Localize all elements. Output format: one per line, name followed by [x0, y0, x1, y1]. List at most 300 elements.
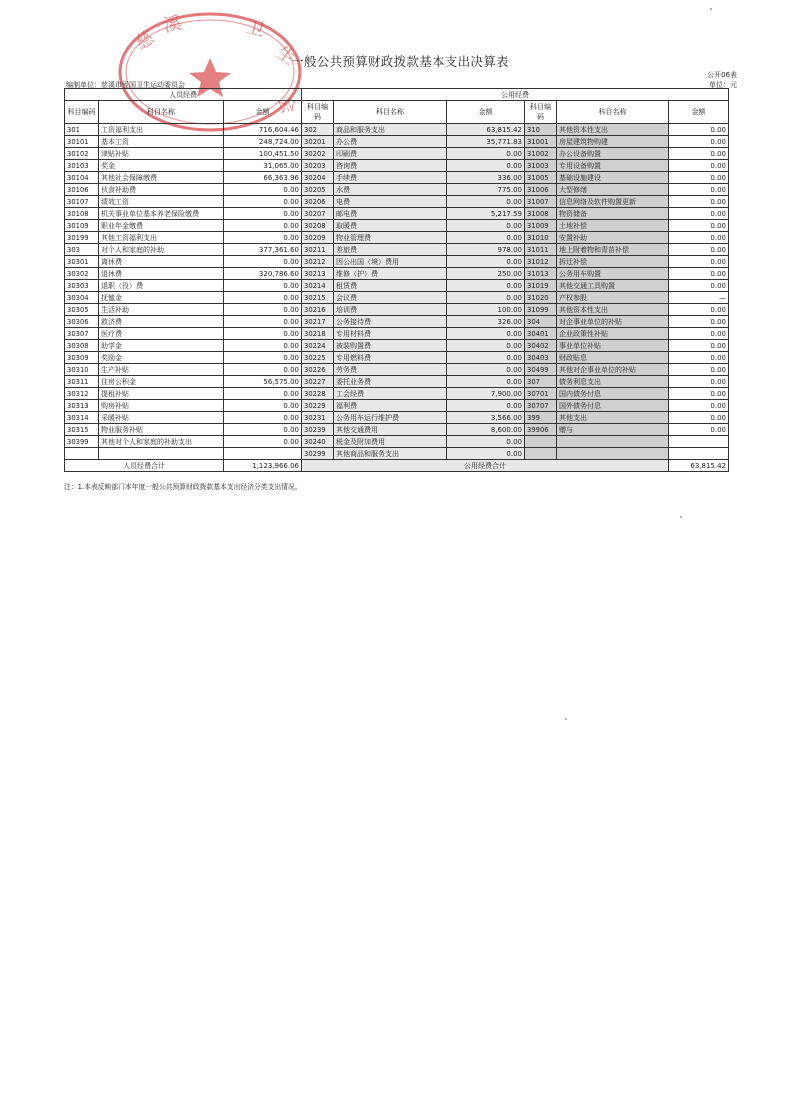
cell-code: 31001 — [525, 136, 557, 148]
cell-code: 30203 — [302, 160, 334, 172]
cell-amount: 0.00 — [224, 412, 302, 424]
cell-name: 抚恤金 — [99, 292, 224, 304]
cell-name: 差旅费 — [334, 244, 447, 256]
cell-code: 30402 — [525, 340, 557, 352]
table-row — [65, 232, 729, 244]
cell-amount: 0.00 — [447, 436, 525, 448]
cell-amount: 0.00 — [669, 340, 729, 352]
cell-amount: 0.00 — [669, 412, 729, 424]
cell-amount: 0.00 — [447, 148, 525, 160]
table-row — [65, 292, 729, 304]
cell-code: 30218 — [302, 328, 334, 340]
cell-name: 其他对个人和家庭的补助支出 — [99, 436, 224, 448]
table-row — [65, 280, 729, 292]
cell-amount: 0.00 — [447, 280, 525, 292]
cell-code: 30103 — [65, 160, 99, 172]
cell-name: 物资储备 — [557, 208, 669, 220]
cell-amount: 0.00 — [224, 424, 302, 436]
cell-code: 31011 — [525, 244, 557, 256]
cell-amount: 0.00 — [224, 328, 302, 340]
cell-code: 30217 — [302, 316, 334, 328]
cell-code: 30310 — [65, 364, 99, 376]
cell-amount: 377,361.60 — [224, 244, 302, 256]
cell-code: 31007 — [525, 196, 557, 208]
cell-amount: 0.00 — [224, 316, 302, 328]
cell-name: 公务接待费 — [334, 316, 447, 328]
cell-code: 30215 — [302, 292, 334, 304]
cell-code — [525, 436, 557, 448]
expenditure-table — [64, 88, 729, 472]
cell-name: 物业管理费 — [334, 232, 447, 244]
cell-amount: 0.00 — [669, 136, 729, 148]
cell-amount: 0.00 — [447, 160, 525, 172]
cell-code: 31099 — [525, 304, 557, 316]
cell-name: 伙食补助费 — [99, 184, 224, 196]
cell-name: 基础设施建设 — [557, 172, 669, 184]
cell-code: 30201 — [302, 136, 334, 148]
cell-amount — [669, 448, 729, 460]
table-row — [65, 244, 729, 256]
svg-text:生: 生 — [272, 41, 299, 70]
table-note: 注：1.本表反映部门本年度一般公共预算财政拨款基本支出经济分类支出情况。 — [64, 483, 302, 491]
cell-code: 30303 — [65, 280, 99, 292]
cell-amount: 0.00 — [447, 220, 525, 232]
cell-code: 31005 — [525, 172, 557, 184]
cell-code: 30231 — [302, 412, 334, 424]
cell-name: 租赁费 — [334, 280, 447, 292]
table-row — [65, 352, 729, 364]
cell-amount: 66,363.96 — [224, 172, 302, 184]
cell-name: 其他交通费用 — [334, 424, 447, 436]
cell-amount: 3,566.00 — [447, 412, 525, 424]
col-header-name: 科目名称 — [99, 101, 224, 124]
cell-name: 其他资本性支出 — [557, 304, 669, 316]
cell-name: 取暖费 — [334, 220, 447, 232]
cell-code: 30229 — [302, 400, 334, 412]
cell-name: 基本工资 — [99, 136, 224, 148]
cell-amount: 0.00 — [224, 184, 302, 196]
cell-amount: — — [669, 292, 729, 304]
cell-amount: 0.00 — [224, 292, 302, 304]
cell-name: 专用材料费 — [334, 328, 447, 340]
cell-code: 30499 — [525, 364, 557, 376]
cell-code: 30403 — [525, 352, 557, 364]
cell-amount: 978.00 — [447, 244, 525, 256]
cell-code: 31020 — [525, 292, 557, 304]
cell-name: 生产补贴 — [99, 364, 224, 376]
cell-name: 维修（护）费 — [334, 268, 447, 280]
cell-name: 物业服务补贴 — [99, 424, 224, 436]
cell-amount: 0.00 — [224, 436, 302, 448]
cell-name: 专用设备购置 — [557, 160, 669, 172]
cell-name: 房屋建筑物购建 — [557, 136, 669, 148]
cell-name: 购房补贴 — [99, 400, 224, 412]
cell-code: 30225 — [302, 352, 334, 364]
table-row — [65, 328, 729, 340]
cell-code: 30204 — [302, 172, 334, 184]
cell-name: 机关事业单位基本养老保险缴费 — [99, 208, 224, 220]
table-row — [65, 172, 729, 184]
cell-amount: 0.00 — [669, 256, 729, 268]
cell-name: 其他支出 — [557, 412, 669, 424]
cell-name: 医疗费 — [99, 328, 224, 340]
cell-code: 31009 — [525, 220, 557, 232]
cell-code: 304 — [525, 316, 557, 328]
cell-amount: 31,065.00 — [224, 160, 302, 172]
cell-code: 39906 — [525, 424, 557, 436]
cell-name: 赠与 — [557, 424, 669, 436]
cell-code: 30224 — [302, 340, 334, 352]
cell-name — [557, 448, 669, 460]
cell-code: 30707 — [525, 400, 557, 412]
svg-text:卫: 卫 — [243, 16, 267, 42]
cell-code: 30226 — [302, 364, 334, 376]
cell-code: 30299 — [302, 448, 334, 460]
cell-amount: 56,575.00 — [224, 376, 302, 388]
cell-name: 地上附着物和青苗补偿 — [557, 244, 669, 256]
cell-amount: 0.00 — [669, 388, 729, 400]
cell-name: 劳务费 — [334, 364, 447, 376]
cell-code: 301 — [65, 124, 99, 136]
page-title: 一般公共预算财政拨款基本支出决算表 — [291, 54, 509, 69]
scan-speck — [710, 8, 712, 10]
cell-name: 其他商品和服务支出 — [334, 448, 447, 460]
table-row — [65, 412, 729, 424]
cell-code: 30401 — [525, 328, 557, 340]
cell-code: 30104 — [65, 172, 99, 184]
cell-code: 30212 — [302, 256, 334, 268]
cell-code: 30305 — [65, 304, 99, 316]
cell-amount: 0.00 — [669, 232, 729, 244]
cell-code: 30107 — [65, 196, 99, 208]
cell-code: 30227 — [302, 376, 334, 388]
cell-name: 手续费 — [334, 172, 447, 184]
cell-code: 30102 — [65, 148, 99, 160]
cell-amount: 0.00 — [224, 232, 302, 244]
col-header-amount: 金额 — [447, 101, 525, 124]
scan-speck — [680, 516, 682, 518]
table-row — [65, 400, 729, 412]
cell-amount: 63,815.42 — [447, 124, 525, 136]
cell-amount: 0.00 — [447, 292, 525, 304]
cell-name: 职业年金缴费 — [99, 220, 224, 232]
table-row — [65, 388, 729, 400]
cell-code: 30216 — [302, 304, 334, 316]
cell-code — [525, 448, 557, 460]
cell-code: 310 — [525, 124, 557, 136]
cell-name: 事业单位补贴 — [557, 340, 669, 352]
cell-amount: 0.00 — [669, 268, 729, 280]
cell-name: 办公费 — [334, 136, 447, 148]
svg-text:溪: 溪 — [161, 12, 184, 37]
personnel-header: 人员经费 — [65, 89, 302, 101]
cell-amount: 0.00 — [669, 352, 729, 364]
cell-amount: 248,724.00 — [224, 136, 302, 148]
cell-name: 其他对企事业单位的补贴 — [557, 364, 669, 376]
cell-amount: 100.00 — [447, 304, 525, 316]
table-row — [65, 136, 729, 148]
scan-speck — [565, 718, 567, 720]
public-total-label: 公用经费合计 — [302, 460, 669, 472]
cell-amount: 100,451.50 — [224, 148, 302, 160]
cell-code: 31002 — [525, 148, 557, 160]
cell-amount: 0.00 — [669, 424, 729, 436]
cell-name: 奖金 — [99, 160, 224, 172]
cell-amount: 0.00 — [447, 256, 525, 268]
cell-code: 30206 — [302, 196, 334, 208]
cell-name: 住房公积金 — [99, 376, 224, 388]
cell-amount: 7,900.00 — [447, 388, 525, 400]
cell-code: 30209 — [302, 232, 334, 244]
cell-amount: 0.00 — [669, 328, 729, 340]
table-row — [65, 124, 729, 136]
cell-code: 303 — [65, 244, 99, 256]
cell-code: 30211 — [302, 244, 334, 256]
cell-amount: 0.00 — [447, 232, 525, 244]
cell-amount: 8,600.00 — [447, 424, 525, 436]
cell-name: 对企事业单位的补贴 — [557, 316, 669, 328]
cell-amount: 0.00 — [224, 400, 302, 412]
cell-code: 30312 — [65, 388, 99, 400]
cell-amount: 0.00 — [669, 376, 729, 388]
table-row — [65, 436, 729, 448]
cell-name: 专用燃料费 — [334, 352, 447, 364]
cell-amount: 0.00 — [224, 256, 302, 268]
cell-name: 退休费 — [99, 268, 224, 280]
cell-name: 财政贴息 — [557, 352, 669, 364]
cell-code: 30106 — [65, 184, 99, 196]
cell-amount: 0.00 — [447, 328, 525, 340]
cell-code: 30214 — [302, 280, 334, 292]
col-header-name: 科目名称 — [334, 101, 447, 124]
cell-code: 31012 — [525, 256, 557, 268]
cell-amount: 0.00 — [447, 376, 525, 388]
table-row — [65, 208, 729, 220]
cell-code: 31010 — [525, 232, 557, 244]
table-row — [65, 424, 729, 436]
cell-code: 31008 — [525, 208, 557, 220]
cell-amount: 336.00 — [447, 172, 525, 184]
cell-code: 30311 — [65, 376, 99, 388]
cell-amount: 0.00 — [669, 304, 729, 316]
cell-code: 30307 — [65, 328, 99, 340]
cell-amount: 0.00 — [224, 352, 302, 364]
cell-amount: 0.00 — [224, 208, 302, 220]
cell-amount: 0.00 — [669, 184, 729, 196]
cell-amount: 0.00 — [669, 160, 729, 172]
cell-amount: 0.00 — [669, 400, 729, 412]
cell-name: 津贴补贴 — [99, 148, 224, 160]
cell-name — [557, 436, 669, 448]
cell-name: 信息网络及软件购置更新 — [557, 196, 669, 208]
cell-name: 其他资本性支出 — [557, 124, 669, 136]
cell-name: 工会经费 — [334, 388, 447, 400]
personnel-total-value: 1,123,966.06 — [224, 460, 302, 472]
col-header-amount: 金额 — [669, 101, 729, 124]
cell-name: 提租补贴 — [99, 388, 224, 400]
cell-name: 救济费 — [99, 316, 224, 328]
cell-code: 30304 — [65, 292, 99, 304]
table-row — [65, 196, 729, 208]
cell-amount: 0.00 — [669, 244, 729, 256]
cell-name: 拆迁补偿 — [557, 256, 669, 268]
cell-name: 安置补助 — [557, 232, 669, 244]
cell-amount: 0.00 — [224, 388, 302, 400]
cell-amount: 35,771.83 — [447, 136, 525, 148]
unit-label: 单位：元 — [709, 81, 737, 89]
cell-code: 30101 — [65, 136, 99, 148]
cell-amount: 320,786.60 — [224, 268, 302, 280]
cell-amount: 0.00 — [669, 316, 729, 328]
table-row — [65, 148, 729, 160]
cell-name: 委托业务费 — [334, 376, 447, 388]
cell-name: 国内债务付息 — [557, 388, 669, 400]
cell-name: 邮电费 — [334, 208, 447, 220]
cell-amount: 0.00 — [669, 280, 729, 292]
cell-code: 30228 — [302, 388, 334, 400]
cell-name: 企业政策性补贴 — [557, 328, 669, 340]
cell-code: 30108 — [65, 208, 99, 220]
cell-name: 对个人和家庭的补助 — [99, 244, 224, 256]
col-header-code: 科目编码 — [302, 101, 334, 124]
personnel-total-label: 人员经费合计 — [65, 460, 224, 472]
cell-code: 30313 — [65, 400, 99, 412]
cell-code: 30308 — [65, 340, 99, 352]
cell-name: 印刷费 — [334, 148, 447, 160]
cell-code: 30301 — [65, 256, 99, 268]
cell-code: 307 — [525, 376, 557, 388]
cell-name: 会议费 — [334, 292, 447, 304]
cell-code: 302 — [302, 124, 334, 136]
cell-code: 30239 — [302, 424, 334, 436]
cell-name: 电费 — [334, 196, 447, 208]
cell-name: 采暖补贴 — [99, 412, 224, 424]
cell-name: 绩效工资 — [99, 196, 224, 208]
col-header-amount: 金额 — [224, 101, 302, 124]
cell-amount: 0.00 — [224, 304, 302, 316]
cell-amount: 0.00 — [669, 172, 729, 184]
cell-name: 债务利息支出 — [557, 376, 669, 388]
cell-amount: 0.00 — [669, 196, 729, 208]
cell-amount: 0.00 — [669, 124, 729, 136]
cell-code: 30399 — [65, 436, 99, 448]
cell-amount: 0.00 — [224, 196, 302, 208]
table-row — [65, 364, 729, 376]
cell-amount: 0.00 — [447, 340, 525, 352]
cell-code: 30306 — [65, 316, 99, 328]
cell-amount: 0.00 — [447, 400, 525, 412]
cell-name: 奖励金 — [99, 352, 224, 364]
cell-name: 税金及附加费用 — [334, 436, 447, 448]
cell-name: 水费 — [334, 184, 447, 196]
cell-code: 30208 — [302, 220, 334, 232]
cell-name: 培训费 — [334, 304, 447, 316]
table-row — [65, 340, 729, 352]
cell-amount: 0.00 — [669, 148, 729, 160]
cell-amount: 0.00 — [224, 364, 302, 376]
cell-amount: 0.00 — [224, 280, 302, 292]
cell-code: 30309 — [65, 352, 99, 364]
table-row — [65, 316, 729, 328]
table-body — [65, 124, 729, 460]
cell-amount: 326.00 — [447, 316, 525, 328]
cell-code: 399 — [525, 412, 557, 424]
cell-name: 公务用车购置 — [557, 268, 669, 280]
cell-code: 30302 — [65, 268, 99, 280]
col-header-name: 科目名称 — [557, 101, 669, 124]
table-row — [65, 268, 729, 280]
public-header: 公用经费 — [302, 89, 729, 101]
cell-amount: 0.00 — [447, 352, 525, 364]
cell-code: 30199 — [65, 232, 99, 244]
cell-amount: 0.00 — [224, 220, 302, 232]
cell-amount — [224, 448, 302, 460]
cell-amount: 5,217.59 — [447, 208, 525, 220]
cell-name: 因公出国（境）费用 — [334, 256, 447, 268]
cell-code: 31019 — [525, 280, 557, 292]
cell-code: 31006 — [525, 184, 557, 196]
cell-name: 福利费 — [334, 400, 447, 412]
cell-code: 30240 — [302, 436, 334, 448]
cell-amount: 775.00 — [447, 184, 525, 196]
table-row — [65, 220, 729, 232]
cell-name: 其他交通工具购置 — [557, 280, 669, 292]
cell-code — [65, 448, 99, 460]
cell-name: 其他社会保障缴费 — [99, 172, 224, 184]
cell-name: 其他工资福利支出 — [99, 232, 224, 244]
table-row — [65, 184, 729, 196]
table-row — [65, 376, 729, 388]
cell-name: 办公设备购置 — [557, 148, 669, 160]
table-row — [65, 256, 729, 268]
cell-code: 30109 — [65, 220, 99, 232]
organization-label: 编制单位：慈溪市爱国卫生运动委员会 — [66, 81, 185, 89]
cell-name: 国外债务付息 — [557, 400, 669, 412]
svg-text:慈: 慈 — [132, 27, 159, 55]
col-header-code: 科目编码 — [65, 101, 99, 124]
cell-name: 公务用车运行维护费 — [334, 412, 447, 424]
public-total-value: 63,815.42 — [669, 460, 729, 472]
cell-name: 生活补助 — [99, 304, 224, 316]
cell-name: 商品和服务支出 — [334, 124, 447, 136]
cell-amount — [669, 436, 729, 448]
cell-name — [99, 448, 224, 460]
cell-amount: 250.00 — [447, 268, 525, 280]
cell-name: 被装购置费 — [334, 340, 447, 352]
table-row — [65, 448, 729, 460]
cell-amount: 0.00 — [224, 340, 302, 352]
cell-code: 30207 — [302, 208, 334, 220]
cell-amount: 0.00 — [669, 364, 729, 376]
cell-amount: 0.00 — [669, 220, 729, 232]
cell-code: 30315 — [65, 424, 99, 436]
table-row — [65, 160, 729, 172]
cell-code: 31003 — [525, 160, 557, 172]
form-number: 公开06表 — [707, 71, 737, 79]
cell-name: 土地补偿 — [557, 220, 669, 232]
cell-code: 30701 — [525, 388, 557, 400]
cell-amount: 0.00 — [447, 196, 525, 208]
cell-code: 30213 — [302, 268, 334, 280]
cell-amount: 0.00 — [447, 448, 525, 460]
cell-code: 30202 — [302, 148, 334, 160]
cell-code: 31013 — [525, 268, 557, 280]
cell-amount: 716,604.46 — [224, 124, 302, 136]
cell-name: 大型修缮 — [557, 184, 669, 196]
cell-name: 工资福利支出 — [99, 124, 224, 136]
cell-code: 30314 — [65, 412, 99, 424]
cell-amount: 0.00 — [447, 364, 525, 376]
